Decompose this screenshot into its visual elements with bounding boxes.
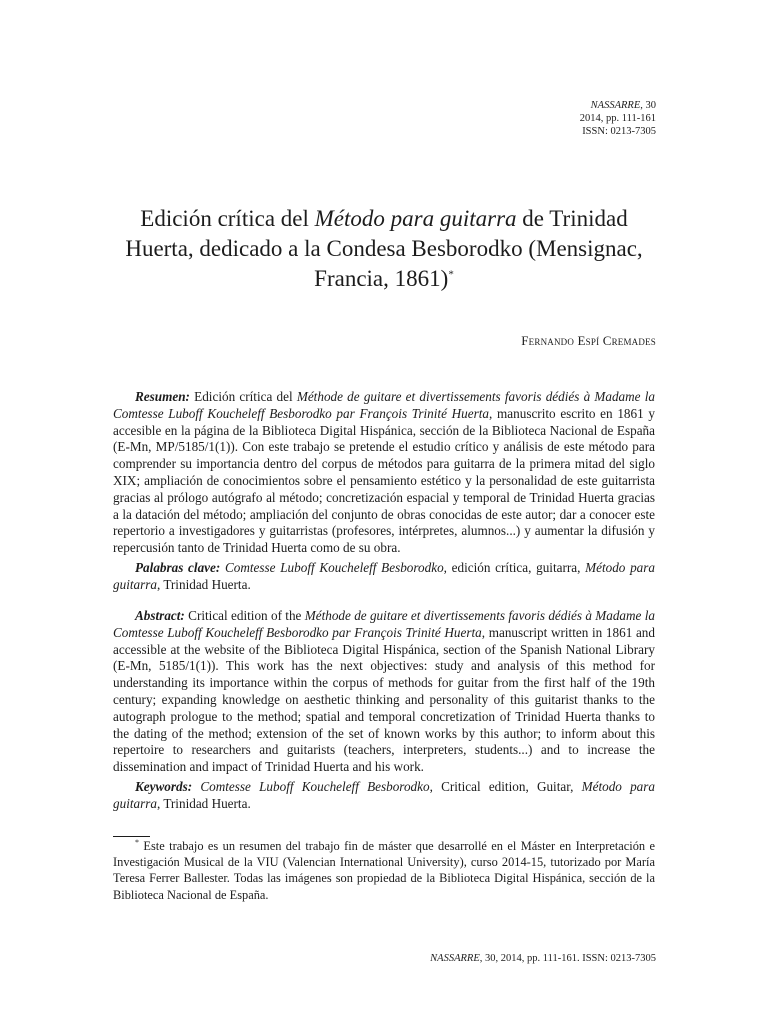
journal-year-pages: 2014, pp. 111-161 (579, 113, 656, 124)
keywords-section (113, 779, 655, 813)
palabras-italic-2: Método para guitarra (113, 560, 656, 592)
resumen-paragraph (113, 389, 655, 557)
resumen-italic-title: Méthode de guitare et divertissements favoris dédiés à Madame la Comtesse Luboff Koucheleff Besborodko par François Trinité Huerta (113, 389, 655, 421)
title-part-2: de Trinidad Huerta, dedicado a la Condesa Besborodko (Mensignac, Francia, 1861) (125, 206, 643, 291)
resumen-section (113, 389, 655, 557)
keywords-italic-2: Método para guitarra (113, 779, 656, 811)
page-footer (430, 953, 656, 964)
journal-volume: , 30 (640, 100, 656, 111)
abstract-label: Abstract: (135, 608, 185, 623)
journal-header (580, 99, 656, 138)
abstract-text-2: , manuscript written in 1861 and accessible at the website of the Biblioteca Digital Hispánica, section of the Spanish National Library (E-Mn, 5185/1(1)). This work has the next objectives: study and analysis of this method for understanding its importance within the corpus of methods for guitar from the first half of the 19th century; expanding knowledge on aesthetic thinking and personality of this guitarist thanks to the autograph prologue to the method; spatial and temporal concretization of Trinidad Huerta thanks to the dating of the method; extension of the set of known works by this author; to inform about this repertoire to researchers and guitarists (teachers, interpreters, students...) and to increase the dissemination and impact of Trinidad Huerta and his work. (113, 624, 655, 775)
keywords-italic-1: Comtesse Luboff Koucheleff Besborodko (192, 779, 430, 794)
abstract-section (113, 608, 655, 776)
keywords-text-1: , Critical edition, Guitar, (429, 779, 582, 794)
title-part-1: Edición crítica del (140, 206, 315, 231)
title-footnote-mark: * (448, 268, 454, 281)
footnote-paragraph (113, 838, 655, 903)
footnote-text: Este trabajo es un resumen del trabajo fin de máster que desarrollé en el Máster en Interpretación e Investigación Musical de la VIU (Valencian International University), curso 2014-15, tutorizado por María Teresa Ferrer Ballester. Todas las imágenes son propiedad de la Biblioteca Digital Hispánica, sección de la Biblioteca Nacional de España. (113, 839, 655, 902)
journal-volume-line (580, 99, 656, 112)
journal-name: NASSARRE (590, 100, 641, 111)
palabras-text-1: , edición crítica, guitarra, (443, 560, 586, 575)
resumen-label: Resumen: (135, 389, 190, 404)
footnote-mark: * (135, 837, 139, 847)
palabras-italic-1: Comtesse Luboff Koucheleff Besborodko (220, 560, 444, 575)
palabras-clave-label: Palabras clave: (135, 560, 221, 575)
abstract-paragraph (113, 608, 655, 776)
resumen-text-2: , manuscrito escrito en 1861 y accesible en la página de la Biblioteca Digital Hispánica, sección de la Biblioteca Nacional de España (E-Mn, MP/5185/1(1)). Con este trabajo se pretende el estudio crítico y análisis de este método para comprender su importancia dentro del corpus de métodos para guitarra de la primera mitad del siglo XIX; ampliación de conocimientos sobre el pensamiento estético y la personalidad de este guitarrista gracias al prólogo autógrafo al método; concretización espacial y temporal de Trinidad Huerta gracias a la datación del método; ampliación del conjunto de obras conocidas de este autor; dar a conocer este repertorio a investigadores y guitarristas (profesores, intérpretes, alumnos...) y aumentar la difusión y repercusión tanto de Trinidad Huerta como de su obra. (113, 405, 655, 556)
keywords-text-2: , Trinidad Huerta. (156, 795, 251, 811)
article-title (113, 204, 655, 294)
abstract-italic-title: Méthode de guitare et divertissements favoris dédiés à Madame la Comtesse Luboff Koucheleff Besborodko par François Trinité Huerta (113, 608, 655, 640)
footnote (113, 838, 655, 903)
abstract-text-1: Critical edition of the (184, 608, 305, 623)
author-name: Fernando Espí Cremades (521, 333, 656, 348)
resumen-text-1: Edición crítica del (189, 389, 297, 404)
journal-issn: ISSN: 0213-7305 (582, 126, 656, 137)
palabras-clave-section (113, 560, 655, 594)
footer-citation: , 30, 2014, pp. 111-161. ISSN: 0213-7305 (479, 953, 656, 964)
footer-journal-name: NASSARRE (430, 953, 480, 964)
keywords-label: Keywords: (135, 779, 193, 794)
footnote-divider (113, 836, 150, 837)
palabras-text-2: , Trinidad Huerta. (156, 576, 251, 592)
keywords-paragraph (113, 779, 655, 813)
palabras-clave-paragraph (113, 560, 655, 594)
title-italic: Método para guitarra (314, 206, 517, 231)
